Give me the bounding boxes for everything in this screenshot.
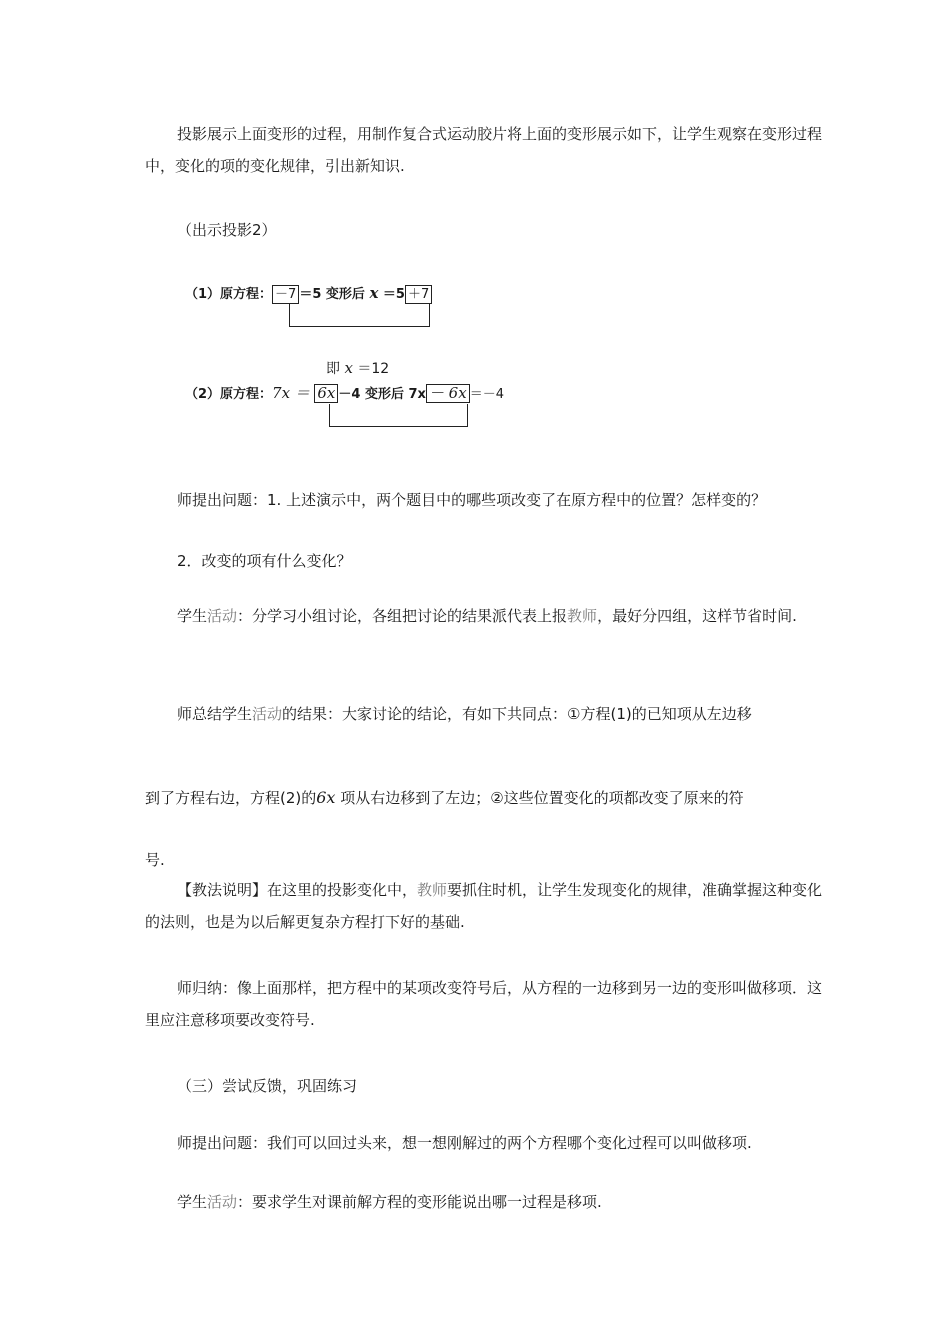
summary-line-1 [145, 698, 825, 730]
paragraph-teacher-conclusion [145, 972, 825, 1036]
variable-x: x [344, 359, 353, 377]
text-run: 师总结学生 [177, 705, 253, 723]
paragraph-text: 师提出问题：1. 上述演示中，两个题目中的哪些项改变了在原方程中的位置？怎样变的？ [177, 491, 767, 509]
paragraph-text: （三）尝试反馈，巩固练习 [177, 1077, 358, 1095]
paragraph-student-activity-1 [145, 600, 825, 632]
equation-label: （1）原方程： [185, 287, 273, 302]
paragraph-text: 师归纳：像上面那样，把方程中的某项改变符号后，从方程的一边移到另一边的变形叫做移项．这里应注意移项要改变符号. [145, 979, 823, 1029]
text-run: 要抓住时机，让学生发现变化的规律，准确掌握这种变化的法则，也是为以后解更复杂方程打下好的基础. [145, 881, 823, 931]
result-value: ＝12 [357, 361, 390, 377]
equation-2 [185, 382, 504, 403]
summary-line-3 [145, 844, 825, 876]
highlight-word: 活动 [207, 1193, 238, 1211]
equation-label: （2）原方程： [185, 387, 273, 402]
paragraph-teacher-summary [145, 698, 825, 876]
paragraph-text: 2．改变的项有什么变化？ [177, 552, 352, 570]
equation-text: ＝5 [382, 287, 405, 302]
boxed-term-plus-7: ＋7 [405, 285, 432, 304]
move-bracket-2 [329, 404, 468, 427]
text-run: 【教法说明】在这里的投影变化中， [177, 881, 418, 899]
paragraph-student-activity-2 [145, 1186, 825, 1218]
text-run: 到了方程右边，方程(2)的 [145, 789, 317, 807]
equation-2-result [326, 358, 389, 378]
boxed-term-minus-7: －7 [272, 285, 299, 304]
boxed-term-6x: 6x [314, 384, 338, 403]
highlight-word: 教师 [567, 607, 598, 625]
move-bracket-1 [289, 304, 430, 327]
text-run: 的结果：大家讨论的结论，有如下共同点：①方程(1)的已知项从左边移 [282, 705, 752, 723]
text-run: ：要求学生对课前解方程的变形能说出哪一过程是移项. [237, 1193, 602, 1211]
paragraph-question-2 [145, 545, 825, 577]
text-run: ：分学习小组讨论，各组把讨论的结果派代表上报 [237, 607, 568, 625]
paragraph-text: 师提出问题：我们可以回过头来，想一想刚解过的两个方程哪个变化过程可以叫做移项. [177, 1134, 752, 1152]
text-run: 学生 [177, 607, 208, 625]
variable-x: x [369, 284, 379, 302]
highlight-word: 活动 [252, 705, 283, 723]
text-run: 学生 [177, 1193, 208, 1211]
text-run: 项从右边移到了左边；②这些位置变化的项都改变了原来的符 [335, 789, 744, 807]
equation-1 [185, 283, 432, 304]
section-heading-practice [145, 1070, 825, 1102]
equation-rhs: ＝－4 [469, 387, 504, 402]
text-run: ，最好分四组，这样节省时间. [597, 607, 797, 625]
result-prefix: 即 [326, 361, 340, 377]
paragraph-teacher-question-1 [145, 484, 825, 516]
equation-lhs: 7x ＝ [272, 384, 310, 402]
highlight-word: 教师 [417, 881, 448, 899]
paragraph-teaching-note [145, 874, 825, 938]
text-run: 号. [145, 851, 165, 869]
summary-line-2 [145, 782, 825, 814]
paragraph-show-projection [145, 214, 825, 246]
math-term-6x: 6x [316, 788, 336, 807]
equation-text: ＝5 变形后 [299, 287, 365, 302]
highlight-word: 活动 [207, 607, 238, 625]
paragraph-text: （出示投影2） [177, 221, 277, 239]
paragraph-text: 投影展示上面变形的过程，用制作复合式运动胶片将上面的变形展示如下，让学生观察在变形过程中，变化的项的变化规律，引出新知识. [145, 125, 823, 175]
boxed-term-minus-6x: － 6x [426, 384, 470, 403]
paragraph-teacher-question-3 [145, 1127, 825, 1159]
paragraph-projection-intro [145, 118, 825, 182]
equation-text: －4 变形后 7x [338, 387, 426, 402]
